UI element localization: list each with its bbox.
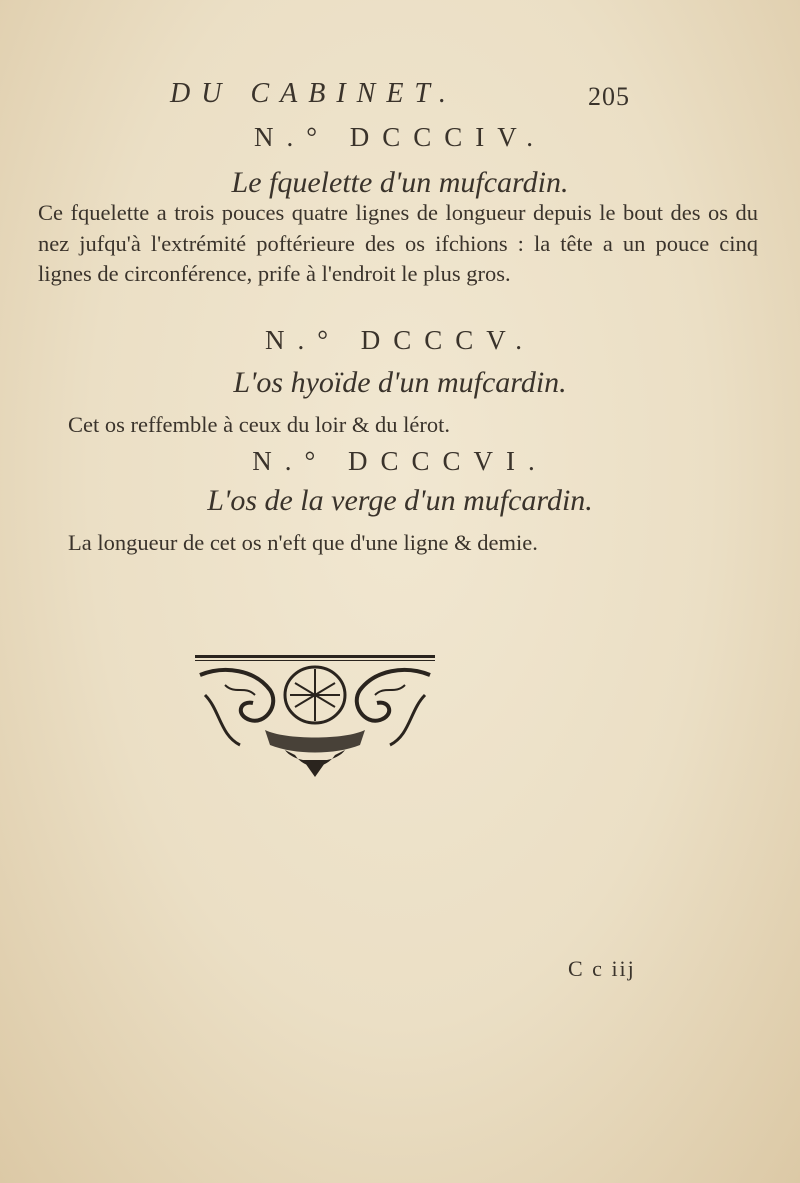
page-header [170,78,630,118]
entry-text-805: Cet os reffemble à ceux du loir & du lérot. [68,412,450,437]
entry-text-804: Ce fquelette a trois pouces quatre lignes de longueur depuis le bout des os du nez jufqu'à l'extrémité poftérieure des os ifchions : la tête a un pouce cinq lignes de circonférence, prife à l'endroit le plus gros. [38,200,758,287]
entry-number-804: N.° DCCCIV. [253,122,547,152]
entry-number-805: N.° DCCCV. [264,325,536,355]
page-number: 205 [588,82,630,111]
entry-title-806: L'os de la verge d'un mufcardin. [207,484,593,517]
entry-text-806: La longueur de cet os n'eft que d'une ligne & demie. [68,530,538,555]
entry-title-804: Le fquelette d'un mufcardin. [231,166,569,199]
baroque-ornament-icon [195,655,445,780]
running-head: DU CABINET. [170,78,457,109]
entry-title-805: L'os hyoïde d'un mufcardin. [233,366,567,399]
signature-mark: C c iij [568,956,636,981]
entry-number-806: N.° DCCCVI. [252,446,548,476]
